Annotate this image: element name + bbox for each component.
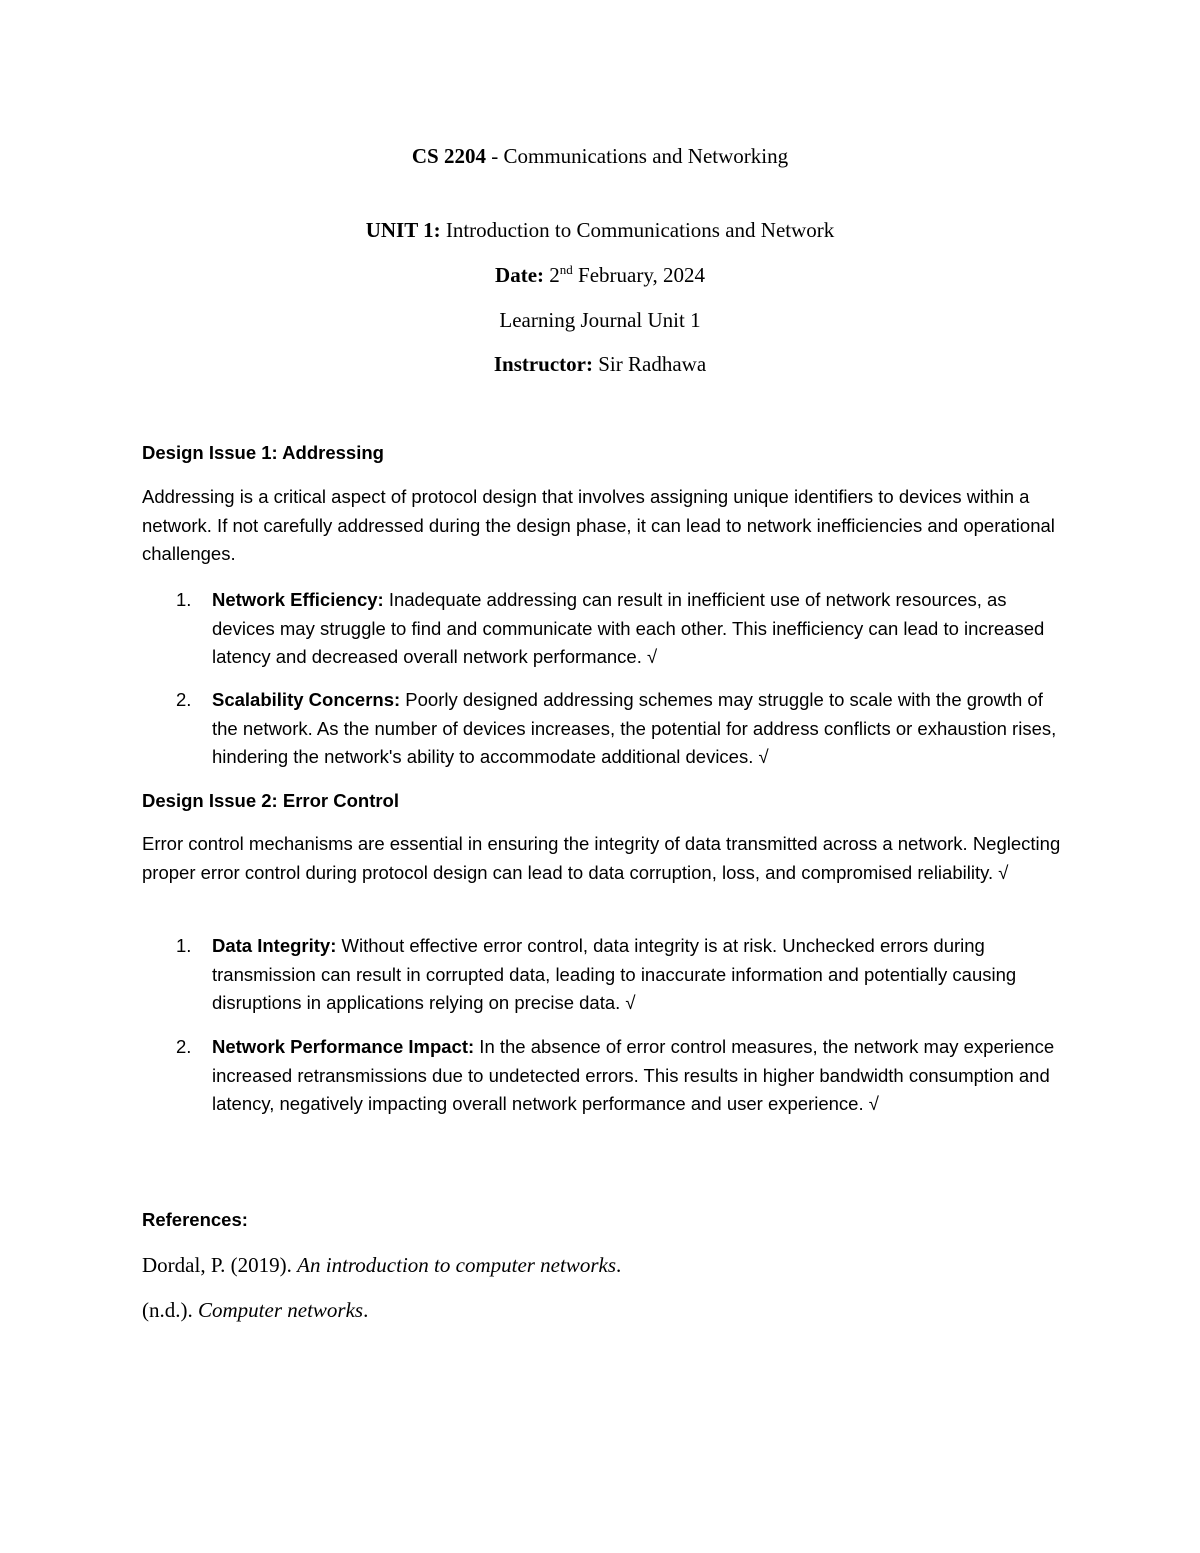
section-intro: Error control mechanisms are essential in ensuring the integrity of data transmitted across a network. Neglecting proper error control during protocol design can lead to data corruption, loss, and compromised reliability. √ xyxy=(142,833,1061,883)
unit-title: Introduction to Communications and Network xyxy=(440,218,835,242)
date-line xyxy=(0,261,1200,289)
list-item xyxy=(142,932,1072,1018)
reference-title: An introduction to computer networks xyxy=(297,1253,617,1277)
reference-entry xyxy=(142,1251,621,1279)
unit-line xyxy=(0,216,1200,244)
instructor-name: Sir Radhawa xyxy=(593,352,707,376)
list-number: 2. xyxy=(176,689,192,710)
section-heading: Design Issue 1: Addressing xyxy=(142,442,384,463)
list-term: Network Performance Impact: xyxy=(212,1036,475,1057)
list-text: Poorly designed addressing schemes may struggle to scale with the growth of the network. As the number of devices increases, the potential for address conflicts or exhaustion rises, hindering the network's ability to accommodate additional devices. √ xyxy=(212,689,1057,767)
list-number: 1. xyxy=(176,935,192,956)
instructor-label: Instructor: xyxy=(493,352,593,376)
journal-title: Learning Journal Unit 1 xyxy=(499,308,701,332)
list-item xyxy=(142,1033,1072,1119)
reference-title: Computer networks xyxy=(198,1298,364,1322)
list-term: Data Integrity: xyxy=(212,935,337,956)
section-heading: Design Issue 2: Error Control xyxy=(142,790,399,811)
reference-author: (n.d.). xyxy=(142,1298,198,1322)
reference-suffix: . xyxy=(616,1253,622,1277)
list-text: In the absence of error control measures, the network may experience increased retransmissions due to undetected errors. This results in higher bandwidth consumption and latency, negatively impacting overall network performance and user experience. √ xyxy=(212,1036,1055,1114)
date-label: Date: xyxy=(495,263,545,287)
course-code: CS 2204 xyxy=(411,144,486,168)
list-item xyxy=(142,686,1072,772)
references-heading: References: xyxy=(142,1209,248,1230)
section-intro: Addressing is a critical aspect of protocol design that involves assigning unique identifiers to devices within a network. If not carefully addressed during the design phase, it can lead to network inefficiencies and operational challenges. xyxy=(142,486,1055,564)
list-number: 2. xyxy=(176,1036,192,1057)
date-rest: February, 2024 xyxy=(572,263,705,287)
list-text: Without effective error control, data integrity is at risk. Unchecked errors during transmission can result in corrupted data, leading to inaccurate information and potentially causing disruptions in applications relying on precise data. √ xyxy=(212,935,1017,1013)
list-item xyxy=(142,586,1072,672)
reference-entry xyxy=(142,1296,368,1324)
list-term: Scalability Concerns: xyxy=(212,689,401,710)
date-day: 2 xyxy=(544,263,560,287)
date-suffix: nd xyxy=(559,262,573,277)
course-title-line xyxy=(0,142,1200,170)
reference-author: Dordal, P. (2019). xyxy=(142,1253,298,1277)
list-term: Network Efficiency: xyxy=(212,589,384,610)
instructor-line xyxy=(0,350,1200,378)
course-title: - Communications and Networking xyxy=(485,144,789,168)
list-number: 1. xyxy=(176,589,192,610)
list-text: Inadequate addressing can result in inefficient use of network resources, as devices may struggle to find and communicate with each other. This inefficiency can lead to increased latency and decreased overall network performance. √ xyxy=(212,589,1045,667)
unit-label: UNIT 1: xyxy=(365,218,441,242)
reference-suffix: . xyxy=(363,1298,369,1322)
